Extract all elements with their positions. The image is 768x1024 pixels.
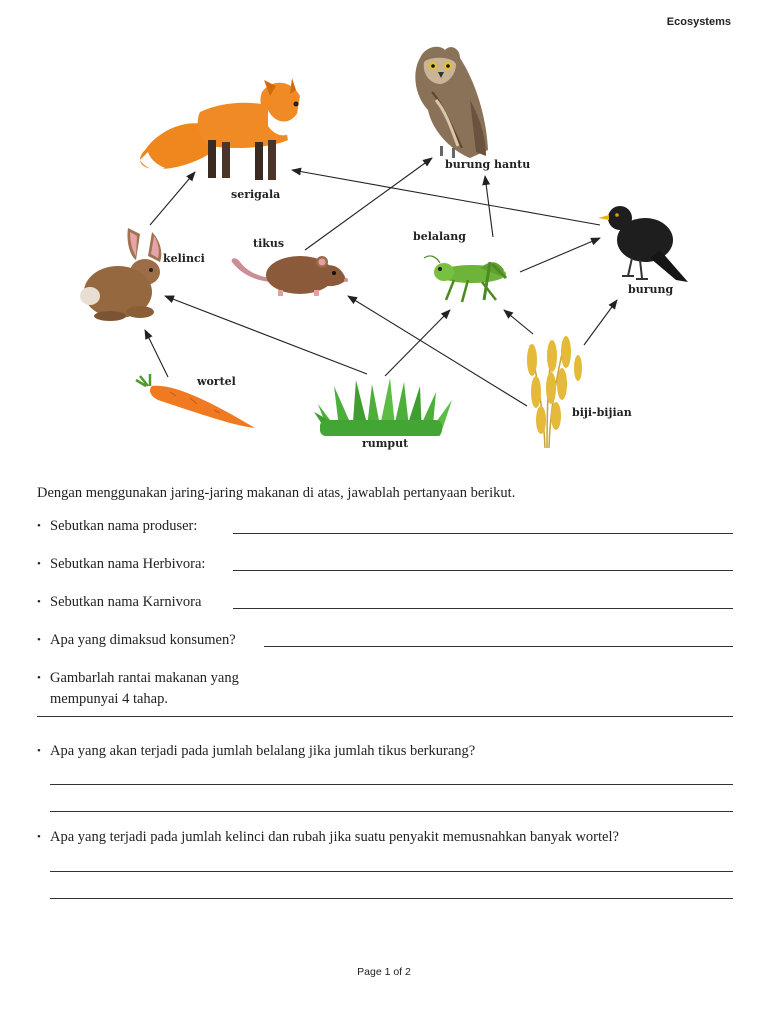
question-text: Sebutkan nama Karnivora <box>50 594 202 610</box>
label-owl: burung hantu <box>445 158 531 171</box>
question-text-line2: mempunyai 4 tahap. <box>50 691 168 707</box>
bullet: • <box>37 672 41 684</box>
answer-line-producer[interactable] <box>233 533 733 534</box>
bird-image <box>598 206 688 282</box>
answer-line-grasshopper-2[interactable] <box>50 811 733 812</box>
label-grain: biji-bijian <box>572 406 632 419</box>
answer-line-rabbit-fox-2[interactable] <box>50 898 733 899</box>
fox-image <box>140 78 300 180</box>
bullet: • <box>37 831 41 843</box>
label-fox: serigala <box>231 188 281 201</box>
arrow-grain-to-bird <box>584 300 617 345</box>
arrow-grain-to-grasshopper <box>504 310 533 334</box>
answer-line-grasshopper-1[interactable] <box>50 784 733 785</box>
worksheet-intro: Dengan menggunakan jaring-jaring makanan di atas, jawablah pertanyaan berikut. <box>37 485 516 501</box>
grasshopper-image <box>424 256 506 302</box>
question-text-line1: Gambarlah rantai makanan yang <box>50 670 239 686</box>
question-text: Sebutkan nama produser: <box>50 518 198 534</box>
answer-line-rabbit-fox-1[interactable] <box>50 871 733 872</box>
mouse-image <box>232 256 348 296</box>
answer-line-herbivore[interactable] <box>233 570 733 571</box>
rabbit-image <box>80 228 161 321</box>
document-header-title: Ecosystems <box>666 16 731 28</box>
question-text: Sebutkan nama Herbivora: <box>50 556 206 572</box>
answer-line-carnivore[interactable] <box>233 608 733 609</box>
question-text: Apa yang akan terjadi pada jumlah belalang jika jumlah tikus berkurang? <box>50 743 476 759</box>
question-text: Apa yang dimaksud konsumen? <box>50 632 236 648</box>
bullet: • <box>37 596 41 608</box>
arrow-grain-to-mouse <box>348 296 527 406</box>
label-bird: burung <box>628 283 674 296</box>
grain-image <box>527 336 582 448</box>
arrow-bird-to-fox <box>292 170 600 225</box>
label-mouse: tikus <box>253 237 285 250</box>
carrot-image <box>136 374 255 428</box>
bullet: • <box>37 520 41 532</box>
page-number: Page 1 of 2 <box>357 966 411 978</box>
arrow-grass-to-grasshopper <box>385 310 450 376</box>
bullet: • <box>37 558 41 570</box>
arrow-grass-to-rabbit <box>165 296 367 374</box>
bullet: • <box>37 745 41 757</box>
food-web-diagram <box>0 0 768 470</box>
arrow-carrot-to-rabbit <box>145 330 168 377</box>
arrow-grasshopper-to-bird <box>520 238 600 272</box>
label-grass: rumput <box>362 437 409 450</box>
label-rabbit: kelinci <box>163 252 205 265</box>
answer-line-consumer[interactable] <box>264 646 733 647</box>
bullet: • <box>37 634 41 646</box>
answer-line-food-chain[interactable] <box>37 716 733 717</box>
owl-image <box>415 47 488 158</box>
label-carrot: wortel <box>197 375 236 388</box>
grass-image <box>314 378 452 436</box>
label-grasshopper: belalang <box>413 230 466 243</box>
arrow-grasshopper-to-owl <box>485 176 493 237</box>
question-text: Apa yang terjadi pada jumlah kelinci dan rubah jika suatu penyakit memusnahkan banyak wortel? <box>50 829 619 845</box>
arrow-rabbit-to-fox <box>150 172 195 225</box>
